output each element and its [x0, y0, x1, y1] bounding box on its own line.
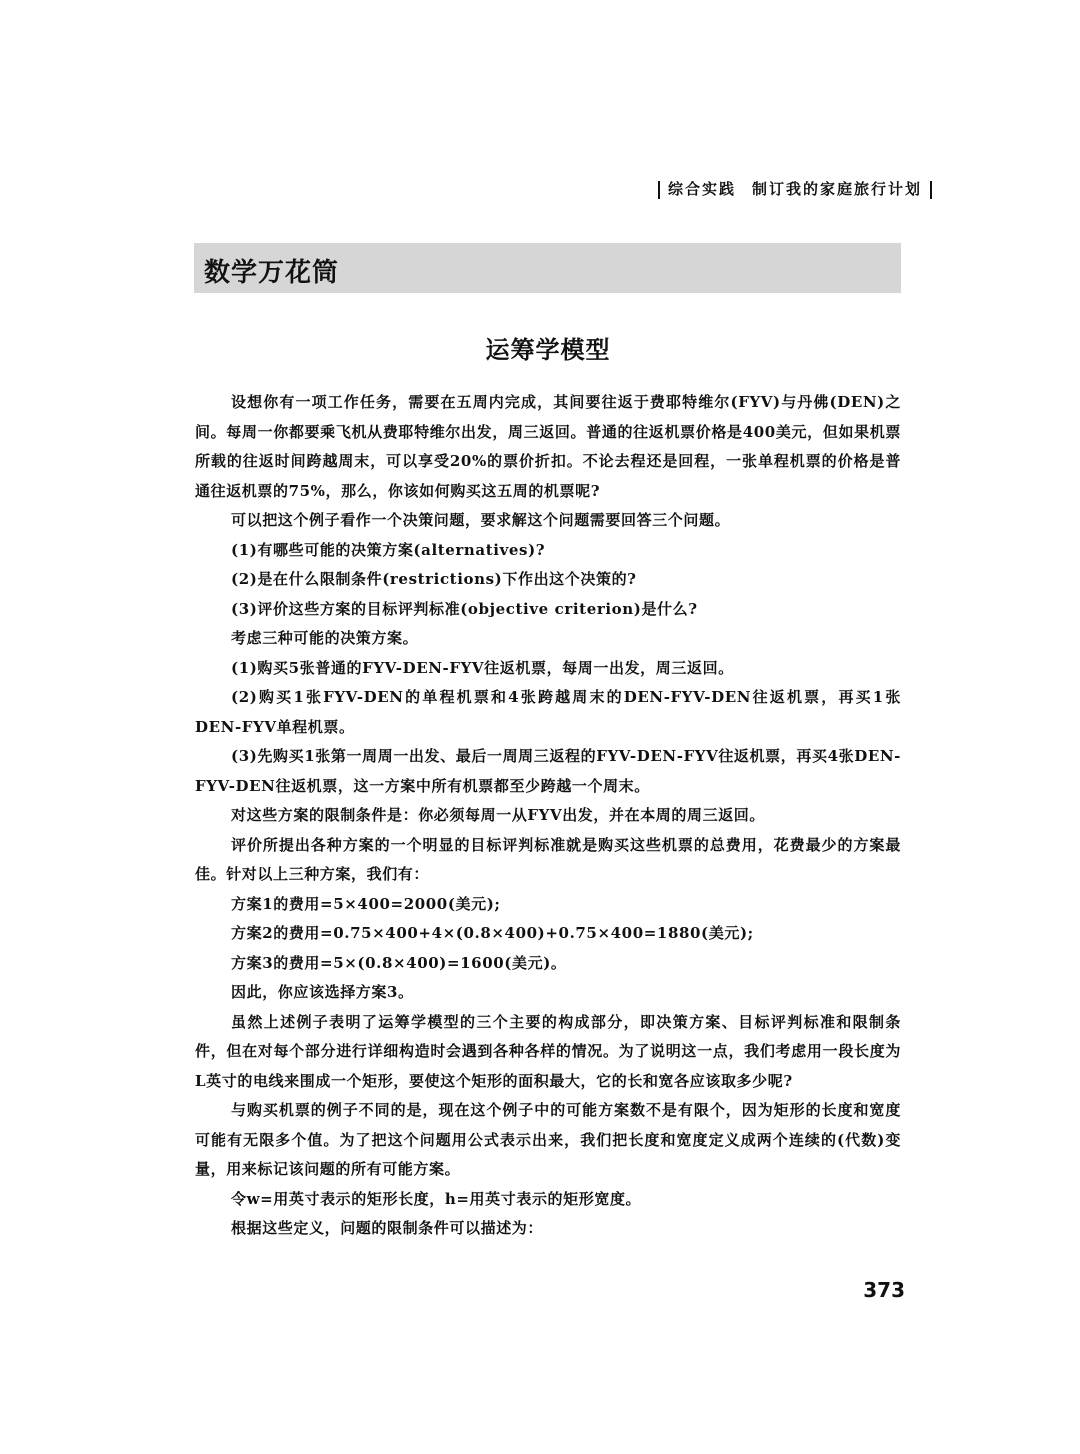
- cost-option-1: 方案1的费用=5×400=2000(美元);: [231, 894, 501, 913]
- question-2: (2)是在什么限制条件(restrictions)下作出这个决策的?: [231, 570, 637, 588]
- header-right-bar: [930, 181, 932, 199]
- header-section-label: 综合实践: [667, 180, 736, 198]
- cost-option-2: 方案2的费用=0.75×400+4×(0.8×400)+0.75×400=1880(美元);: [231, 924, 754, 942]
- header-left-bar: [658, 181, 660, 199]
- section-banner: [194, 243, 901, 293]
- paragraph-three-options: 考虑三种可能的决策方案。: [231, 629, 419, 647]
- article-body: [195, 388, 901, 1244]
- header-topic-label: 制订我的家庭旅行计划: [751, 180, 922, 198]
- option-1: (1)购买5张普通的FYV-DEN-FYV往返机票，每周一出发，周三返回。: [231, 658, 734, 677]
- option-3: (3)先购买1张第一周周一出发、最后一周周三返程的FYV-DEN-FYV往返机票，再买4张DEN-FYV-DEN往返机票，这一方案中所有机票都至少跨越一个周末。: [195, 747, 901, 795]
- paragraph-criterion: 评价所提出各种方案的一个明显的目标评判标准就是购买这些机票的总费用，花费最少的方案最佳。针对以上三种方案，我们有：: [195, 835, 901, 883]
- paragraph-restrictions: 对这些方案的限制条件是：你必须每周一从FYV出发，并在本周的周三返回。: [231, 806, 765, 824]
- article-title: 运筹学模型: [485, 336, 611, 364]
- paragraph-decision-intro: 可以把这个例子看作一个决策问题，要求解这个问题需要回答三个问题。: [231, 511, 731, 529]
- paragraph-scenario: 设想你有一项工作任务，需要在五周内完成，其间要往返于费耶特维尔(FYV)与丹佛(DEN)之间。每周一你都要乘飞机从费耶特维尔出发，周三返回。普通的往返机票价格是400美元，但如果机票所载的往返时间跨越周末，可以享受20%的票价折扣。不论去程还是回程，一张单程机票的价格是普通往返机票的75%，那么，你该如何购买这五周的机票呢?: [195, 393, 901, 500]
- question-1: (1)有哪些可能的决策方案(alternatives)?: [231, 540, 546, 559]
- banner-title: 数学万花筒: [204, 258, 340, 288]
- page-number: 373: [863, 1278, 905, 1302]
- paragraph-conclusion: 因此，你应该选择方案3。: [231, 983, 414, 1001]
- running-header: [650, 178, 940, 199]
- paragraph-continuous-variables: 与购买机票的例子不同的是，现在这个例子中的可能方案数不是有限个，因为矩形的长度和宽度可能有无限多个值。为了把这个问题用公式表示出来，我们把长度和宽度定义成两个连续的(代数)变量，用来标记该问题的所有可能方案。: [195, 1101, 901, 1178]
- paragraph-rectangle-problem: 虽然上述例子表明了运筹学模型的三个主要的构成部分，即决策方案、目标评判标准和限制条件，但在对每个部分进行详细构造时会遇到各种各样的情况。为了说明这一点，我们考虑用一段长度为L英寸的电线来围成一个矩形，要使这个矩形的面积最大，它的长和宽各应该取多少呢?: [195, 1012, 901, 1090]
- paragraph-constraint-intro: 根据这些定义，问题的限制条件可以描述为：: [231, 1219, 544, 1237]
- question-3: (3)评价这些方案的目标评判标准(objective criterion)是什么?: [231, 599, 698, 618]
- cost-option-3: 方案3的费用=5×(0.8×400)=1600(美元)。: [231, 953, 567, 972]
- paragraph-variable-definitions: 令w=用英寸表示的矩形长度，h=用英寸表示的矩形宽度。: [231, 1189, 642, 1208]
- option-2: (2)购买1张FYV-DEN的单程机票和4张跨越周末的DEN-FYV-DEN往返机票，再买1张DEN-FYV单程机票。: [195, 688, 901, 736]
